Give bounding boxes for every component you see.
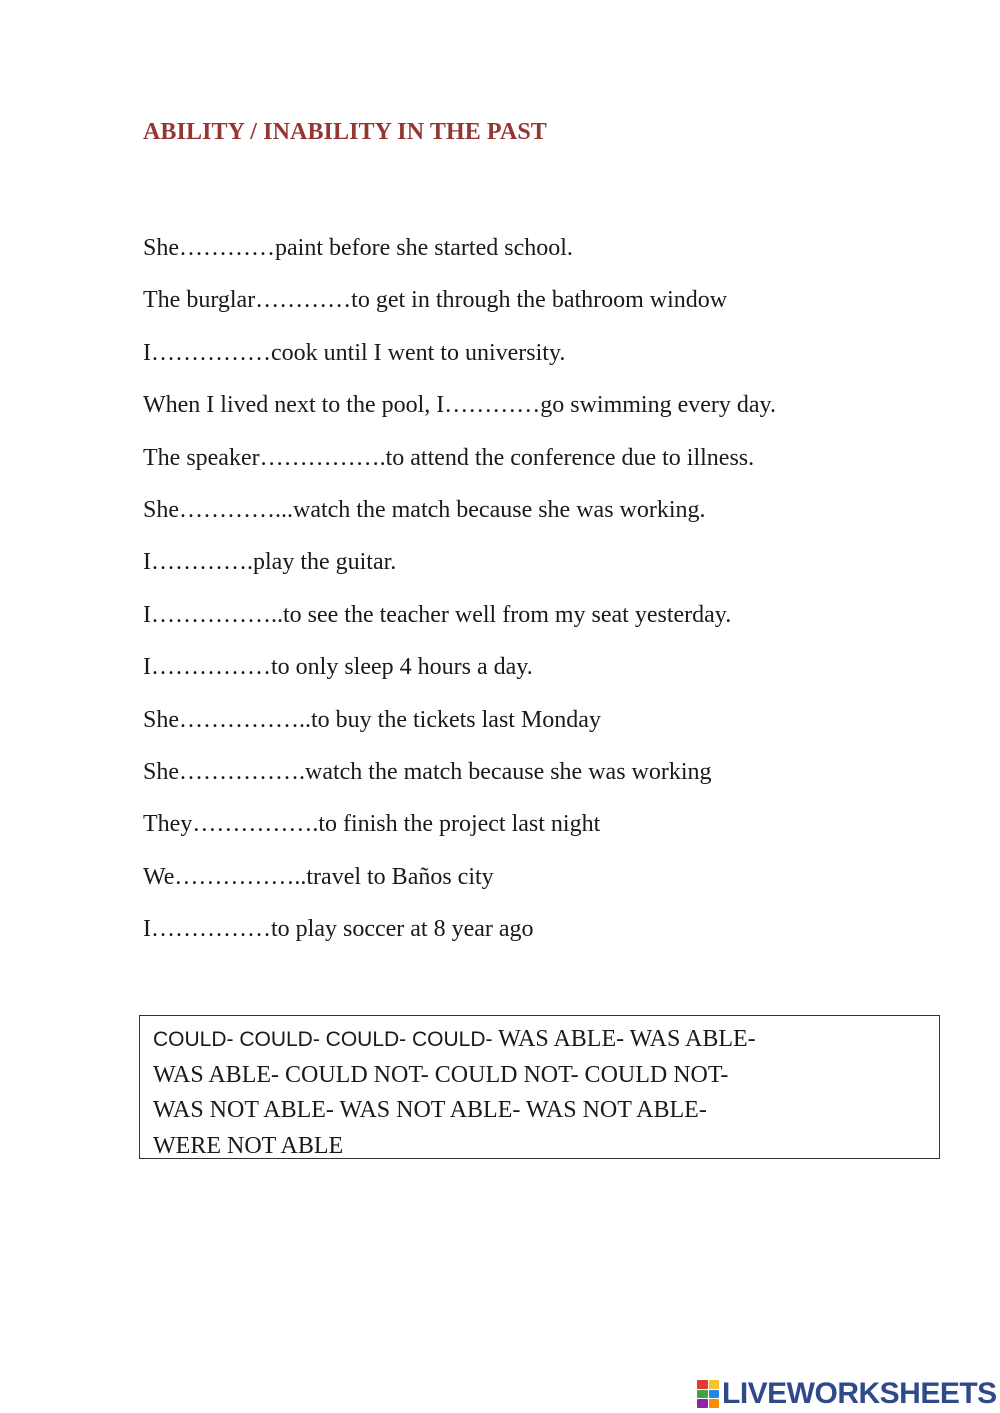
sentence-list [143,222,776,955]
logo-square [697,1390,708,1399]
sentence-item: The burglar…………to get in through the bathroom window [143,287,728,314]
word-bank-segment: WAS ABLE- WAS ABLE- [492,1026,756,1052]
logo-grid-icon [697,1380,719,1408]
liveworksheets-logo[interactable] [697,1377,997,1411]
logo-square [709,1399,720,1408]
sentence-item: The speaker…………….to attend the conference due to illness. [143,444,755,471]
logo-square [697,1399,708,1408]
page-title: ABILITY / INABILITY IN THE PAST [143,119,547,145]
sentence-item: She……………..to buy the tickets last Monday [143,706,601,733]
word-bank-line: WAS ABLE- COULD NOT- COULD NOT- COULD NOT- [153,1061,729,1088]
logo-text: LIVEWORKSHEETS [722,1377,997,1410]
sentence-item: I……………to only sleep 4 hours a day. [143,654,533,681]
sentence-item: I………….play the guitar. [143,549,397,576]
word-bank-line: WAS NOT ABLE- WAS NOT ABLE- WAS NOT ABLE- [153,1097,707,1123]
sentence-item: When I lived next to the pool, I…………go swimming every day. [143,392,776,419]
sentence-item: She…………….watch the match because she was working [143,758,712,785]
sentence-item: We……………..travel to Baños city [143,863,494,890]
word-bank-segment: COULD- COULD- COULD- COULD- [153,1028,493,1051]
word-bank-line [153,1022,939,1058]
logo-square [697,1380,708,1389]
sentence-item: They…………….to finish the project last night [143,811,601,838]
word-bank-line: WERE NOT ABLE [153,1132,344,1159]
word-bank-box [139,1015,940,1159]
logo-square [709,1390,720,1399]
sentence-item: I……………..to see the teacher well from my seat yesterday. [143,601,732,628]
sentence-item: I……………to play soccer at 8 year ago [143,916,534,943]
sentence-item: She…………...watch the match because she was working. [143,496,706,523]
sentence-item: She…………paint before she started school. [143,235,573,261]
logo-square [709,1380,720,1389]
sentence-item: I……………cook until I went to university. [143,339,566,366]
